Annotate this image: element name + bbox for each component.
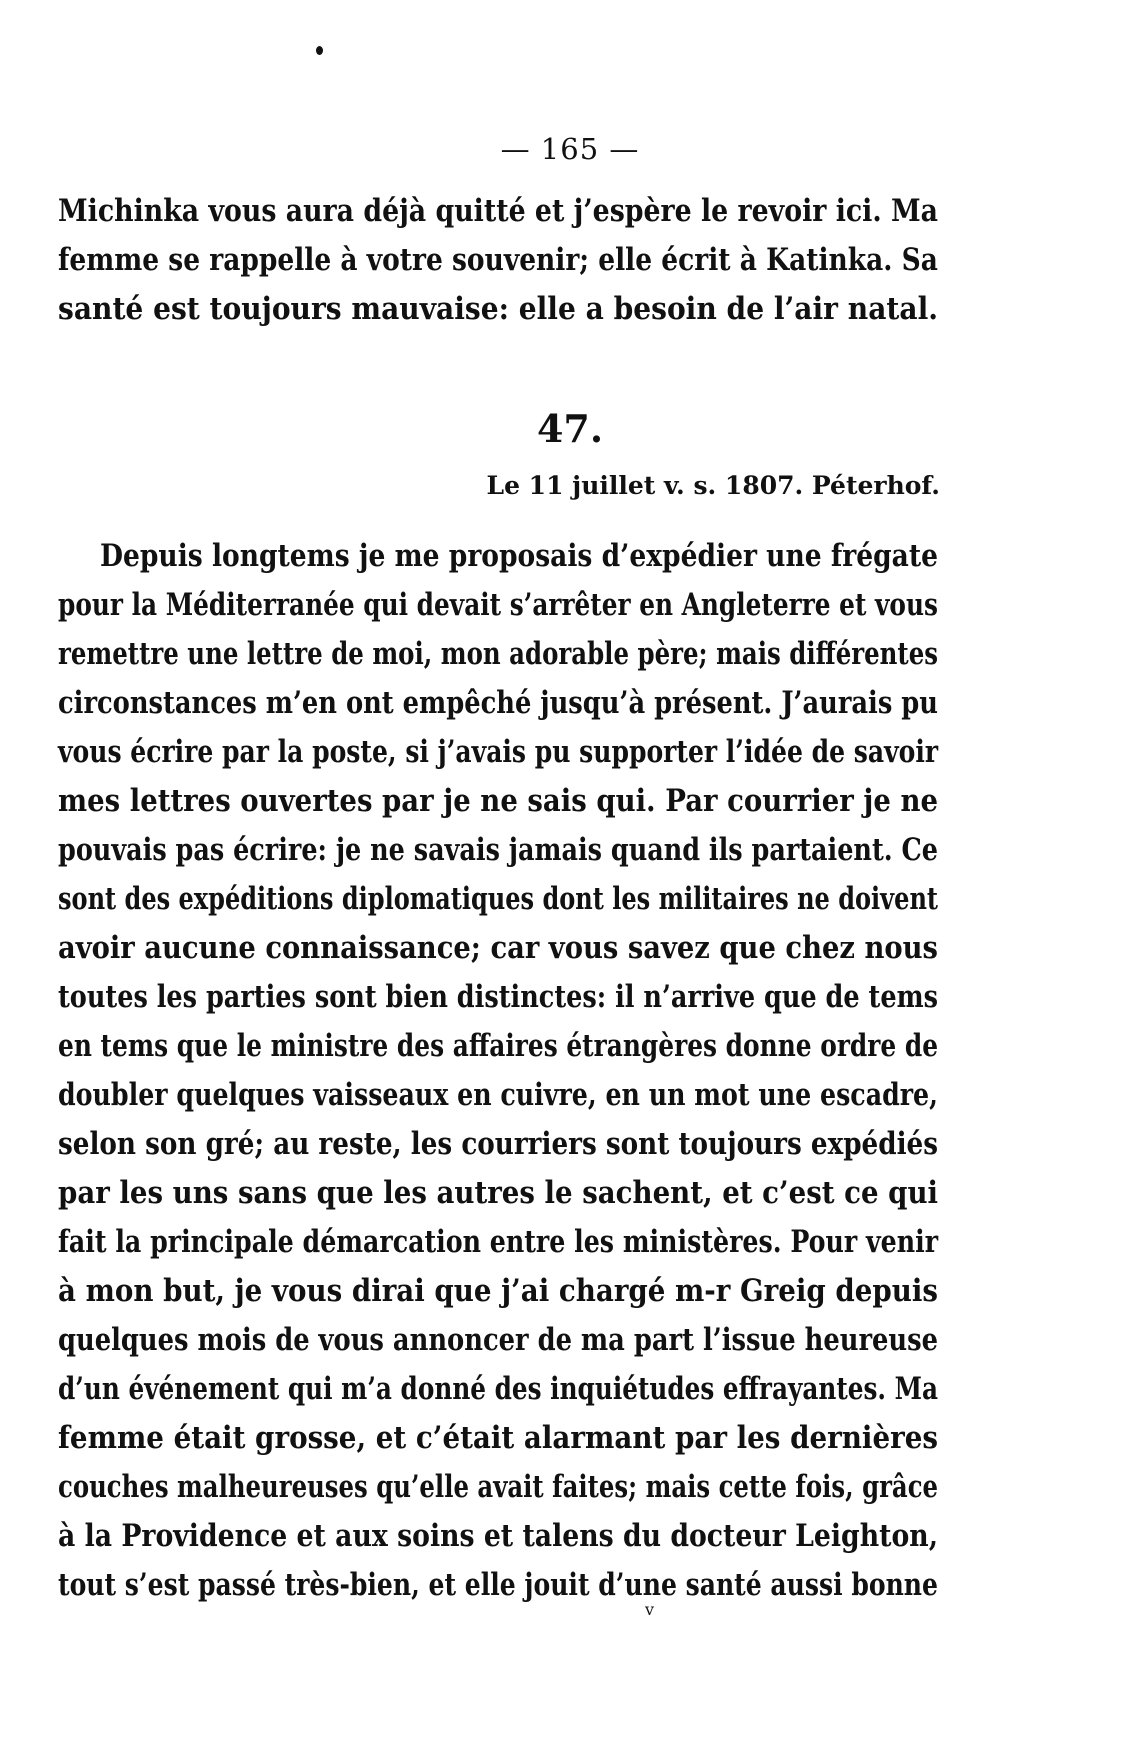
ink-speck [316, 46, 323, 55]
text-line: à la Providence et aux soins et talens du docteur Leighton, [58, 1518, 938, 1554]
text-line: avoir aucune connaissance; car vous savez que chez nous [58, 930, 938, 966]
text-line: quelques mois de vous annoncer de ma part l’issue heureuse [58, 1322, 939, 1358]
text-line: fait la principale démarcation entre les ministères. Pour venir [58, 1224, 939, 1260]
text-line: Michinka vous aura déjà quitté et j’espère le revoir ici. Ma [58, 193, 938, 229]
text-line: femme se rappelle à votre souvenir; elle écrit à Katinka. Sa [58, 242, 938, 278]
text-line: remettre une lettre de moi, mon adorable père; mais différentes [58, 636, 939, 672]
text-line: mes lettres ouvertes par je ne sais qui. Par courrier je ne [58, 783, 938, 819]
text-line: en tems que le ministre des affaires étrangères donne ordre de [58, 1028, 939, 1064]
text-line: sont des expéditions diplomatiques dont les militaires ne doivent [58, 881, 939, 917]
text-line: par les uns sans que les autres le sachent, et c’est ce qui [58, 1175, 939, 1211]
text-line: selon son gré; au reste, les courriers sont toujours expédiés [58, 1126, 939, 1162]
text-line: d’un événement qui m’a donné des inquiétudes effrayantes. Ma [58, 1371, 939, 1407]
dateline: Le 11 juillet v. s. 1807. Péterhof. [486, 471, 940, 500]
text-line: circonstances m’en ont empêché jusqu’à présent. J’aurais pu [58, 685, 938, 721]
text-line: doubler quelques vaisseaux en cuivre, en un mot une escadre, [58, 1077, 938, 1113]
text-line: à mon but, je vous dirai que j’ai chargé m-r Greig depuis [58, 1273, 938, 1309]
text-line: toutes les parties sont bien distinctes: il n’arrive que de tems [58, 979, 939, 1015]
text-line: pour la Méditerranée qui devait s’arrêter en Angleterre et vous [58, 587, 938, 623]
text-line: santé est toujours mauvaise: elle a besoin de l’air natal. [58, 291, 939, 327]
text-line: Depuis longtems je me proposais d’expédier une frégate [100, 538, 938, 574]
text-line: vous écrire par la poste, si j’avais pu supporter l’idée de savoir [58, 734, 939, 770]
text-line: tout s’est passé très-bien, et elle jouit d’une santé aussi bonne [58, 1567, 938, 1603]
page-number: — 165 — [500, 132, 640, 166]
section-number: 47. [536, 406, 604, 451]
text-line: femme était grosse, et c’était alarmant par les dernières [58, 1420, 938, 1456]
text-line: couches malheureuses qu’elle avait faites; mais cette fois, grâce [58, 1469, 939, 1505]
catchword-mark: v [645, 1600, 655, 1619]
text-line: pouvais pas écrire: je ne savais jamais quand ils partaient. Ce [58, 832, 938, 868]
